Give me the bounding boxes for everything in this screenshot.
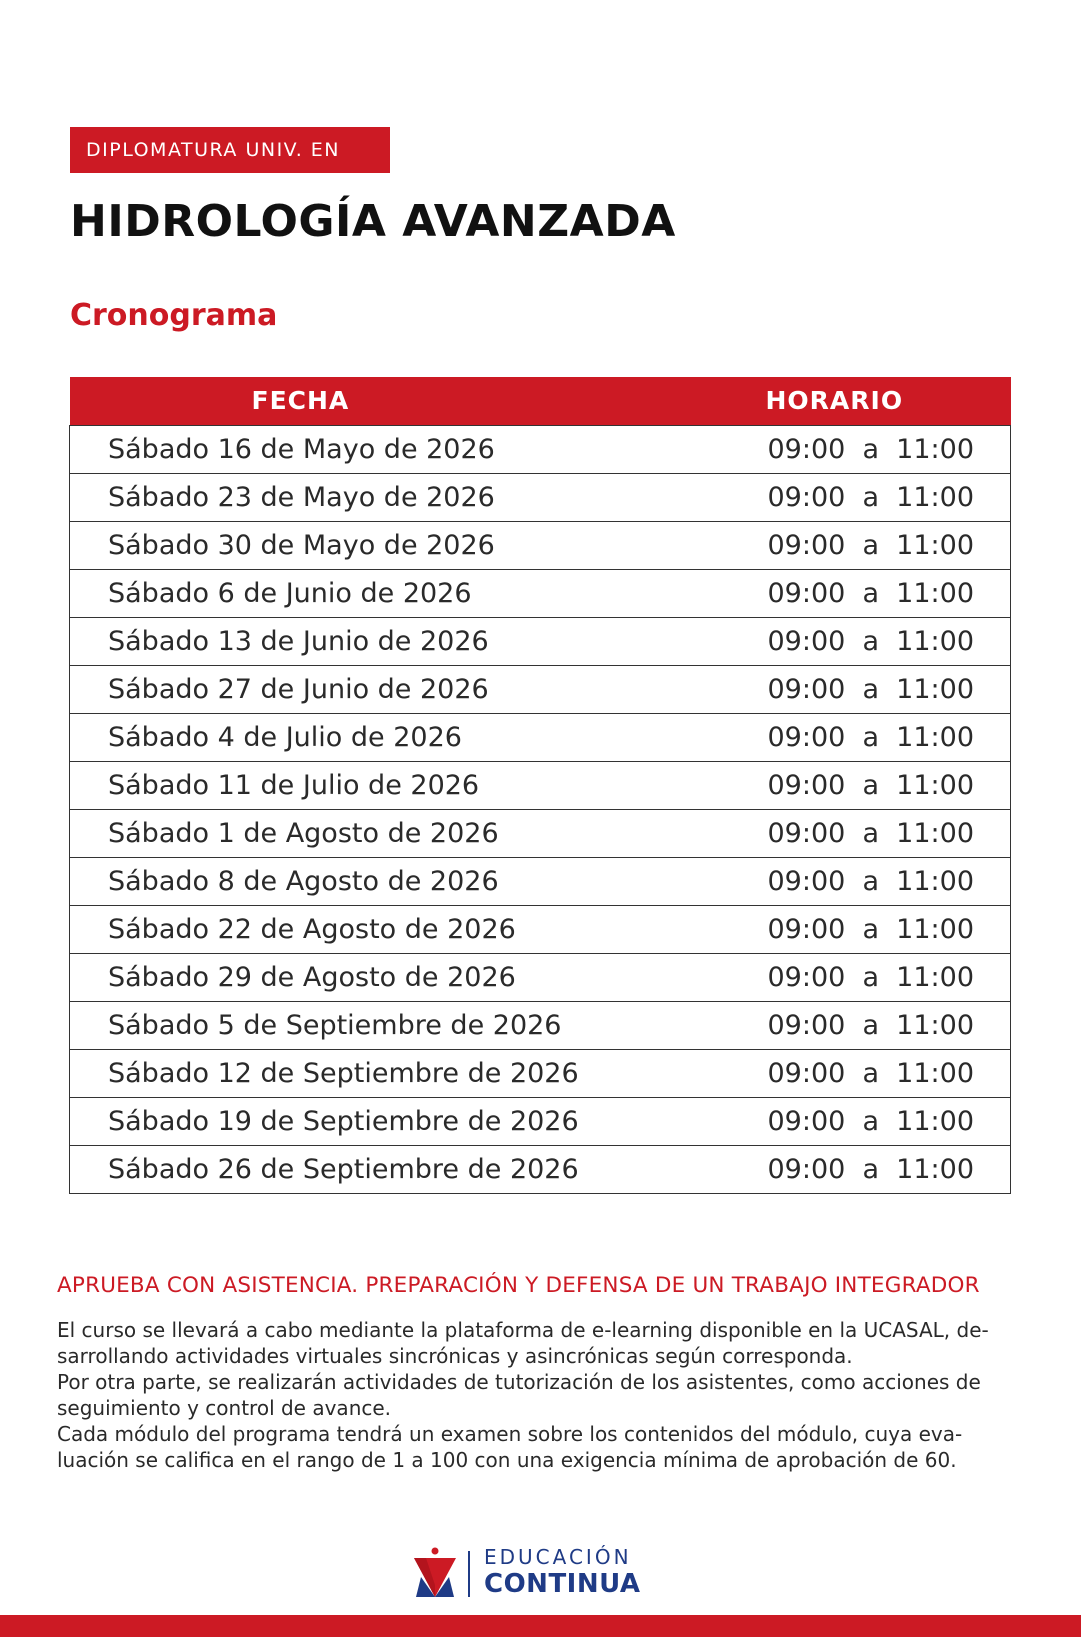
time-cell: 09:00 a 11:00 <box>672 905 1011 953</box>
page-title: HIDROLOGÍA AVANZADA <box>70 196 676 247</box>
table-row <box>70 713 1011 761</box>
date-cell: Sábado 4 de Julio de 2026 <box>70 713 672 761</box>
time-cell: 09:00 a 11:00 <box>672 665 1011 713</box>
date-cell: Sábado 8 de Agosto de 2026 <box>70 857 672 905</box>
logo-divider <box>468 1551 470 1597</box>
time-cell: 09:00 a 11:00 <box>672 617 1011 665</box>
date-cell: Sábado 6 de Junio de 2026 <box>70 569 672 617</box>
table-row <box>70 857 1011 905</box>
logo-text-continua: CONTINUA <box>484 1569 641 1599</box>
time-cell: 09:00 a 11:00 <box>672 569 1011 617</box>
approval-requirements: APRUEBA CON ASISTENCIA. PREPARACIÓN Y DEFENSA DE UN TRABAJO INTEGRADOR <box>57 1273 980 1298</box>
time-cell: 09:00 a 11:00 <box>672 1049 1011 1097</box>
description-line: luación se califica en el rango de 1 a 100 con una exigencia mínima de aprobación de 60. <box>57 1448 957 1472</box>
date-cell: Sábado 19 de Septiembre de 2026 <box>70 1097 672 1145</box>
table-row <box>70 1049 1011 1097</box>
column-header-horario: HORARIO <box>765 386 904 416</box>
date-cell: Sábado 5 de Septiembre de 2026 <box>70 1001 672 1049</box>
program-type-tag: DIPLOMATURA UNIV. EN <box>70 127 390 173</box>
table-row <box>70 473 1011 521</box>
logo-text-educacion: EDUCACIÓN <box>484 1545 632 1569</box>
time-cell: 09:00 a 11:00 <box>672 809 1011 857</box>
date-cell: Sábado 22 de Agosto de 2026 <box>70 905 672 953</box>
table-row <box>70 953 1011 1001</box>
table-row <box>70 1097 1011 1145</box>
date-cell: Sábado 30 de Mayo de 2026 <box>70 521 672 569</box>
table-row <box>70 569 1011 617</box>
table-row <box>70 521 1011 569</box>
column-header-fecha: FECHA <box>251 386 350 416</box>
table-row <box>70 665 1011 713</box>
date-cell: Sábado 23 de Mayo de 2026 <box>70 473 672 521</box>
time-cell: 09:00 a 11:00 <box>672 1097 1011 1145</box>
date-cell: Sábado 1 de Agosto de 2026 <box>70 809 672 857</box>
table-row <box>70 617 1011 665</box>
section-title: Cronograma <box>70 298 278 333</box>
date-cell: Sábado 29 de Agosto de 2026 <box>70 953 672 1001</box>
description-line: El curso se llevará a cabo mediante la plataforma de e-learning disponible en la UCASAL, de- <box>57 1318 989 1342</box>
description-line: sarrollando actividades virtuales sincrónicas y asincrónicas según corresponda. <box>57 1344 853 1368</box>
header-row <box>70 377 1011 425</box>
table-row <box>70 425 1011 473</box>
table-row <box>70 809 1011 857</box>
time-cell: 09:00 a 11:00 <box>672 953 1011 1001</box>
course-description <box>57 1317 1007 1473</box>
time-cell: 09:00 a 11:00 <box>672 473 1011 521</box>
table-row <box>70 905 1011 953</box>
schedule-table <box>69 377 1011 1194</box>
time-cell: 09:00 a 11:00 <box>672 1145 1011 1193</box>
educacion-continua-logo <box>412 1545 652 1601</box>
time-cell: 09:00 a 11:00 <box>672 425 1011 473</box>
table-row <box>70 1145 1011 1193</box>
date-cell: Sábado 12 de Septiembre de 2026 <box>70 1049 672 1097</box>
date-cell: Sábado 13 de Junio de 2026 <box>70 617 672 665</box>
date-cell: Sábado 16 de Mayo de 2026 <box>70 425 672 473</box>
footer-bar <box>0 1615 1081 1637</box>
description-line: seguimiento y control de avance. <box>57 1396 392 1420</box>
time-cell: 09:00 a 11:00 <box>672 713 1011 761</box>
time-cell: 09:00 a 11:00 <box>672 1001 1011 1049</box>
schedule-table-header <box>70 377 1011 425</box>
time-cell: 09:00 a 11:00 <box>672 761 1011 809</box>
time-cell: 09:00 a 11:00 <box>672 857 1011 905</box>
date-cell: Sábado 27 de Junio de 2026 <box>70 665 672 713</box>
time-cell: 09:00 a 11:00 <box>672 521 1011 569</box>
description-line: Cada módulo del programa tendrá un examen sobre los contenidos del módulo, cuya eva- <box>57 1422 963 1446</box>
description-line: Por otra parte, se realizarán actividades de tutorización de los asistentes, como acciones de <box>57 1370 981 1394</box>
schedule-table-body <box>70 425 1011 1193</box>
ucasal-v-shield-icon <box>412 1545 458 1601</box>
table-row <box>70 761 1011 809</box>
date-cell: Sábado 26 de Septiembre de 2026 <box>70 1145 672 1193</box>
date-cell: Sábado 11 de Julio de 2026 <box>70 761 672 809</box>
table-row <box>70 1001 1011 1049</box>
